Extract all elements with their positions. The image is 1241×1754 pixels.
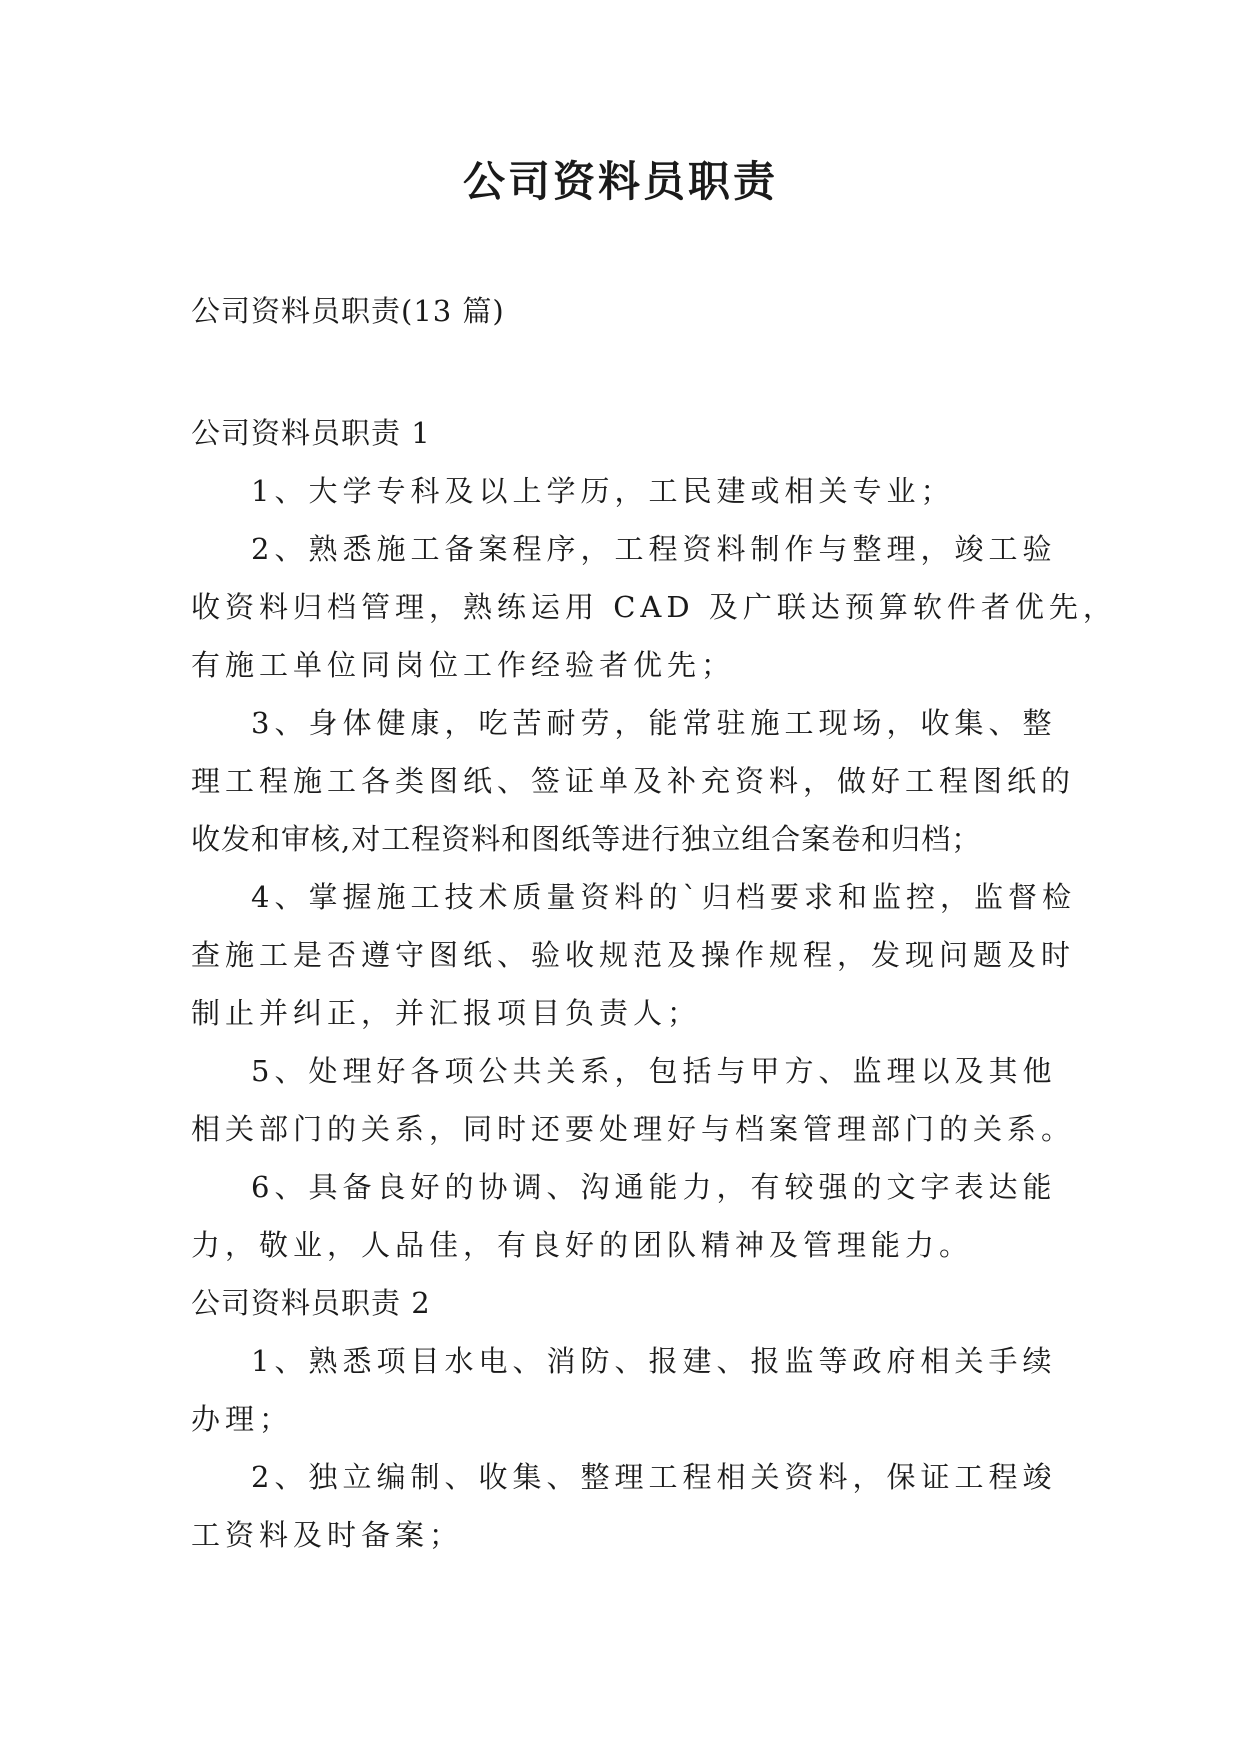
paragraph-line: 查施工是否遵守图纸、验收规范及操作规程，发现问题及时	[191, 938, 1076, 972]
paragraph-line: 1、大学专科及以上学历，工民建或相关专业；	[251, 474, 955, 508]
document-subtitle: 公司资料员职责(13 篇)	[191, 294, 505, 328]
paragraph-line: 2、独立编制、收集、整理工程相关资料，保证工程竣	[251, 1460, 1057, 1494]
paragraph-line: 理工程施工各类图纸、签证单及补充资料，做好工程图纸的	[191, 764, 1076, 798]
paragraph-line: 4、掌握施工技术质量资料的`归档要求和监控，监督检	[251, 880, 1076, 914]
section-heading: 公司资料员职责 1	[191, 416, 431, 450]
paragraph-line: 收发和审核,对工程资料和图纸等进行独立组合案卷和归档；	[191, 822, 982, 856]
paragraph-line: 办理；	[191, 1402, 294, 1436]
paragraph-line: 制止并纠正，并汇报项目负责人；	[191, 996, 702, 1030]
spacer	[191, 340, 1061, 404]
paragraph-line: 3、身体健康，吃苦耐劳，能常驻施工现场，收集、整	[251, 706, 1057, 740]
paragraph-line: 6、具备良好的协调、沟通能力，有较强的文字表达能	[251, 1170, 1057, 1204]
document-title: 公司资料员职责	[462, 157, 778, 206]
paragraph-line: 有施工单位同岗位工作经验者优先；	[191, 648, 736, 682]
paragraph-line: 力，敬业，人品佳，有良好的团队精神及管理能力。	[191, 1228, 974, 1262]
section-heading: 公司资料员职责 2	[191, 1286, 431, 1320]
paragraph-line: 2、熟悉施工备案程序，工程资料制作与整理，竣工验	[251, 532, 1057, 566]
paragraph-line: 工资料及时备案；	[191, 1518, 464, 1552]
paragraph-line: 1、熟悉项目水电、消防、报建、报监等政府相关手续	[251, 1344, 1057, 1378]
document-body	[191, 282, 1117, 1564]
paragraph-line: 5、处理好各项公共关系，包括与甲方、监理以及其他	[251, 1054, 1057, 1088]
paragraph-line: 相关部门的关系，同时还要处理好与档案管理部门的关系。	[191, 1112, 1076, 1146]
paragraph-line: 收资料归档管理，熟练运用 CAD 及广联达预算软件者优先，	[191, 590, 1117, 624]
